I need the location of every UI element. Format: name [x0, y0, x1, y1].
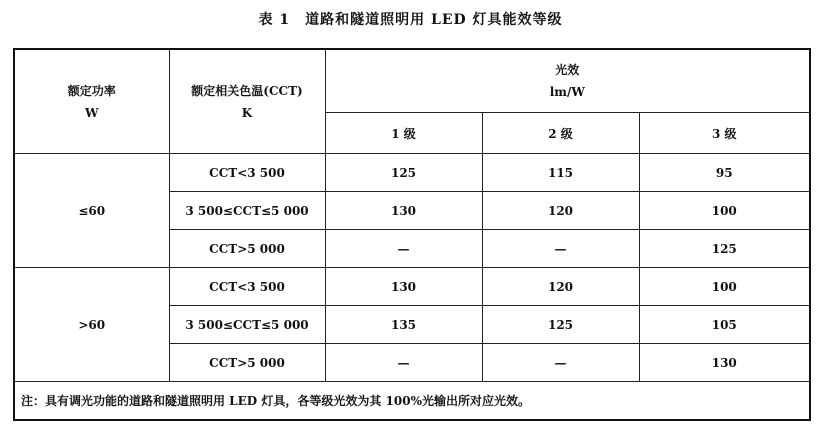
power-header-cell: [14, 49, 169, 154]
grade-3-cell: 105: [639, 306, 810, 344]
grade-3-cell: 125: [639, 230, 810, 268]
cct-cell: CCT<3 500: [169, 268, 325, 306]
efficacy-header-cell: [325, 49, 810, 113]
cct-header-cell: [169, 49, 325, 154]
cct-cell: CCT<3 500: [169, 154, 325, 192]
grade-3-cell: 95: [639, 154, 810, 192]
cct-cell: CCT>5 000: [169, 344, 325, 382]
efficacy-unit: lm/W: [549, 85, 585, 99]
grade-3-cell: 100: [639, 192, 810, 230]
grade-1-header: 1 级: [325, 113, 482, 154]
power-unit: W: [85, 105, 99, 120]
cct-label: 额定相关色温(CCT): [191, 83, 303, 98]
grade-1-cell: 125: [325, 154, 482, 192]
grade-1-cell: —: [325, 344, 482, 382]
grade-1-cell: 130: [325, 192, 482, 230]
grade-1-cell: —: [325, 230, 482, 268]
grade-2-cell: —: [482, 344, 639, 382]
table-title: 表 1 道路和隧道照明用 LED 灯具能效等级: [258, 12, 563, 28]
grade-2-cell: 125: [482, 306, 639, 344]
power-label: 额定功率: [67, 83, 116, 98]
header-row-1: [14, 49, 810, 113]
note-row: [14, 382, 810, 421]
grade-2-header: 2 级: [482, 113, 639, 154]
efficacy-label: 光效: [555, 63, 580, 77]
grade-1-cell: 130: [325, 268, 482, 306]
cct-cell: CCT>5 000: [169, 230, 325, 268]
cct-cell: 3 500≤CCT≤5 000: [169, 192, 325, 230]
table-row: [14, 154, 810, 192]
grade-1-cell: 135: [325, 306, 482, 344]
cct-cell: 3 500≤CCT≤5 000: [169, 306, 325, 344]
grade-3-header: 3 级: [639, 113, 810, 154]
grade-2-cell: 120: [482, 268, 639, 306]
grade-2-cell: 115: [482, 154, 639, 192]
table-row: [14, 268, 810, 306]
grade-2-cell: —: [482, 230, 639, 268]
power-cell: >60: [14, 268, 169, 382]
grade-2-cell: 120: [482, 192, 639, 230]
efficacy-table: [13, 48, 811, 421]
table-note: 注：具有调光功能的道路和隧道照明用 LED 灯具，各等级光效为其 100%光输出所对应光效。: [14, 382, 810, 421]
grade-3-cell: 130: [639, 344, 810, 382]
cct-unit: K: [241, 105, 253, 120]
power-cell: ≤60: [14, 154, 169, 268]
grade-3-cell: 100: [639, 268, 810, 306]
